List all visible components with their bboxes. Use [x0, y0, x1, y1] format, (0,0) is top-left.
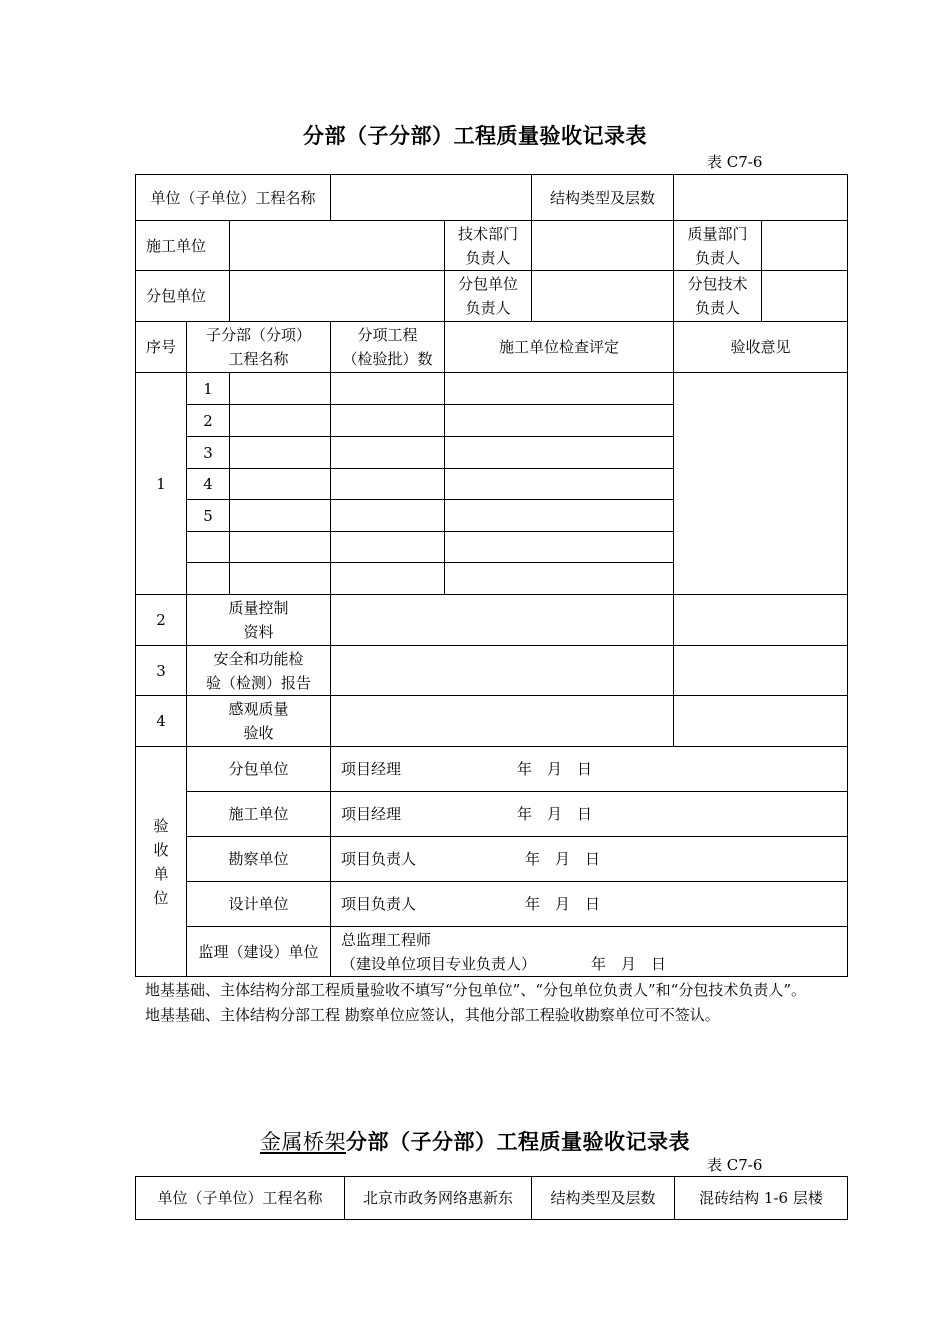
item-name-cell[interactable] — [230, 405, 331, 437]
acceptance-units-label: 验 收 单 位 — [136, 747, 187, 977]
acceptance-sign-cell[interactable] — [331, 882, 848, 927]
item-check-cell[interactable] — [445, 532, 674, 563]
form2-code: 表 C7-6 — [707, 1156, 763, 1174]
item-number — [187, 563, 230, 595]
tech-dept-head-label: 技术部门 负责人 — [445, 221, 532, 271]
row-opinion-cell[interactable] — [674, 646, 848, 696]
col-count: 分项工程 （检验批）数 — [331, 322, 445, 373]
form2-unit-project-value[interactable]: 北京市政务网络惠新东 — [345, 1177, 532, 1220]
supervision-sign-date: 年 月 日 — [591, 954, 667, 973]
sign-role: 项目经理 — [341, 760, 402, 778]
item-number: 5 — [187, 500, 230, 532]
subcontract-unit-label: 分包单位 — [136, 271, 230, 322]
item-check-cell[interactable] — [445, 373, 674, 405]
structure-value[interactable] — [674, 175, 848, 221]
quality-dept-head-label: 质量部门 负责人 — [674, 221, 762, 271]
form1-note: 地基基础、主体结构分部工程质量验收不填写“分包单位”、“分包单位负责人”和“分包技术负责人”。地基基础、主体结构分部工程 勘察单位应签认，其他分部工程验收勘察单位可不签认。 — [145, 981, 807, 1024]
acceptance-sign-cell[interactable] — [331, 747, 848, 792]
form1-code: 表 C7-6 — [707, 153, 763, 171]
row-opinion-cell[interactable] — [674, 595, 848, 646]
item-name-cell[interactable] — [230, 563, 331, 595]
item-check-cell[interactable] — [445, 469, 674, 500]
sign-date: 年 月 日 — [525, 850, 601, 868]
item-count-cell[interactable] — [331, 563, 445, 595]
supervision-sign-role-alt: （建设单位项目专业负责人） — [341, 954, 537, 973]
acceptance-unit-name: 勘察单位 — [187, 837, 331, 882]
col-sub-name: 子分部（分项） 工程名称 — [187, 322, 331, 373]
unit-project-label: 单位（子单位）工程名称 — [136, 175, 331, 221]
form2-title-prefix: 金属桥架 — [260, 1130, 346, 1154]
item-number: 4 — [187, 469, 230, 500]
item-count-cell[interactable] — [331, 469, 445, 500]
row-check-cell[interactable] — [331, 595, 674, 646]
item-number: 1 — [187, 373, 230, 405]
supervision-sign-role: 总监理工程师 — [341, 930, 432, 949]
item-name-cell[interactable] — [230, 500, 331, 532]
sub-tech-head-label: 分包技术 负责人 — [674, 271, 762, 322]
form2-title: 金属桥架分部（子分部）工程质量验收记录表 — [260, 1130, 690, 1154]
item-name-cell[interactable] — [230, 437, 331, 469]
item-number — [187, 532, 230, 563]
sign-role: 项目负责人 — [341, 895, 417, 913]
item-name-cell[interactable] — [230, 532, 331, 563]
item-name-cell[interactable] — [230, 469, 331, 500]
tech-dept-head-value[interactable] — [532, 221, 674, 271]
acceptance-unit-name: 分包单位 — [187, 747, 331, 792]
item-check-cell[interactable] — [445, 405, 674, 437]
col-check: 施工单位检查评定 — [445, 322, 674, 373]
acceptance-sign-cell[interactable] — [331, 837, 848, 882]
sign-date: 年 月 日 — [525, 895, 601, 913]
item-count-cell[interactable] — [331, 437, 445, 469]
item-count-cell[interactable] — [331, 405, 445, 437]
acceptance-unit-name: 施工单位 — [187, 792, 331, 837]
sub-tech-head-value[interactable] — [762, 271, 848, 322]
construction-unit-label: 施工单位 — [136, 221, 230, 271]
form2-unit-project-label: 单位（子单位）工程名称 — [136, 1177, 345, 1220]
sign-date: 年 月 日 — [517, 805, 593, 823]
construction-unit-value[interactable] — [230, 221, 445, 271]
item-name-cell[interactable] — [230, 373, 331, 405]
sign-date: 年 月 日 — [517, 760, 593, 778]
sign-role: 项目负责人 — [341, 850, 417, 868]
item-check-cell[interactable] — [445, 437, 674, 469]
acceptance-unit-name: 设计单位 — [187, 882, 331, 927]
sign-role: 项目经理 — [341, 805, 402, 823]
quality-dept-head-value[interactable] — [762, 221, 848, 271]
col-opinion: 验收意见 — [674, 322, 848, 373]
row-check-cell[interactable] — [331, 696, 674, 747]
item-count-cell[interactable] — [331, 500, 445, 532]
item-number: 2 — [187, 405, 230, 437]
group1-opinion-cell[interactable] — [674, 373, 848, 595]
row-opinion-cell[interactable] — [674, 696, 848, 747]
supervision-unit-name: 监理（建设）单位 — [187, 927, 331, 977]
subcontract-unit-value[interactable] — [230, 271, 445, 322]
item-number: 3 — [187, 437, 230, 469]
row-name: 感观质量 验收 — [187, 696, 331, 747]
form2-structure-value[interactable]: 混砖结构 1-6 层楼 — [675, 1177, 848, 1220]
sub-unit-head-label: 分包单位 负责人 — [445, 271, 532, 322]
acceptance-sign-cell[interactable] — [331, 792, 848, 837]
form1-title: 分部（子分部）工程质量验收记录表 — [303, 124, 647, 148]
form1-table — [135, 174, 848, 977]
supervision-sign-cell[interactable] — [331, 927, 848, 977]
item-count-cell[interactable] — [331, 532, 445, 563]
group1-seq: 1 — [136, 373, 187, 595]
unit-project-value[interactable] — [331, 175, 532, 221]
item-count-cell[interactable] — [331, 373, 445, 405]
row-seq: 2 — [136, 595, 187, 646]
row-seq: 4 — [136, 696, 187, 747]
form2-table — [135, 1176, 848, 1220]
sub-unit-head-value[interactable] — [532, 271, 674, 322]
row-name: 质量控制 资料 — [187, 595, 331, 646]
item-check-cell[interactable] — [445, 563, 674, 595]
col-seq: 序号 — [136, 322, 187, 373]
structure-label: 结构类型及层数 — [532, 175, 674, 221]
row-seq: 3 — [136, 646, 187, 696]
row-name: 安全和功能检 验（检测）报告 — [187, 646, 331, 696]
item-check-cell[interactable] — [445, 500, 674, 532]
form2-structure-label: 结构类型及层数 — [532, 1177, 675, 1220]
row-check-cell[interactable] — [331, 646, 674, 696]
